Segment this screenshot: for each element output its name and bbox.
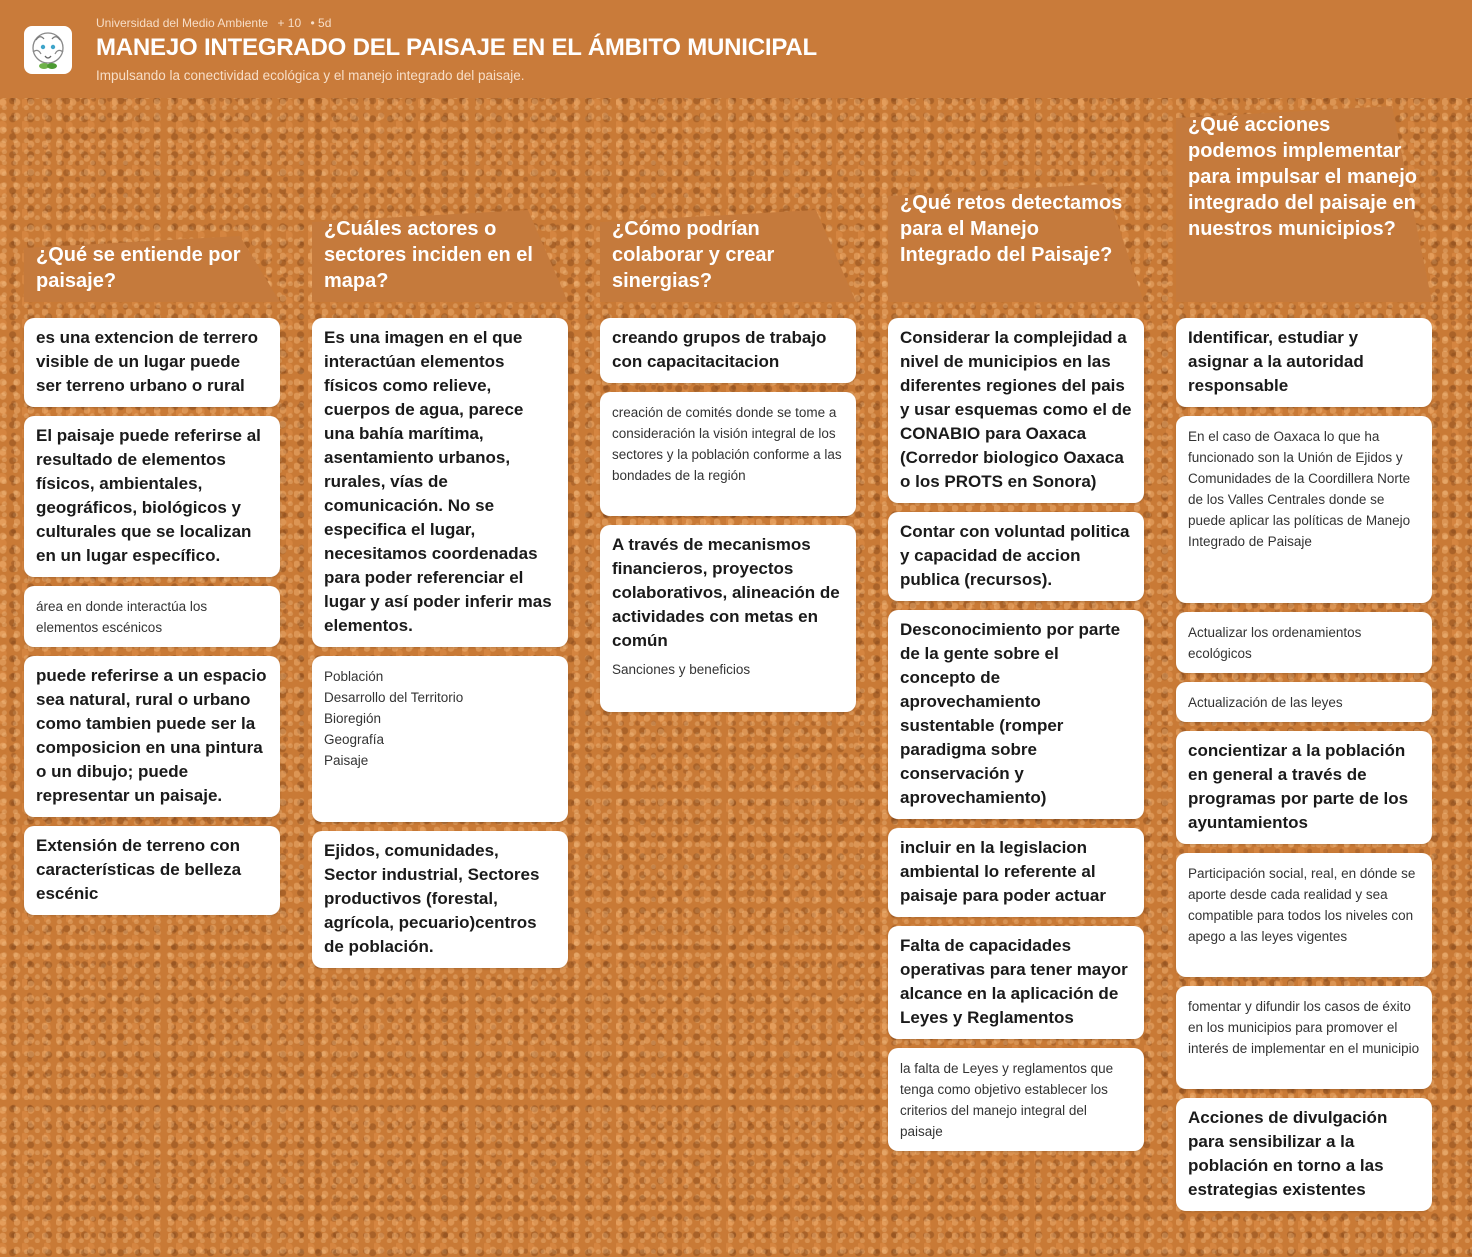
post-card[interactable] — [24, 416, 280, 577]
column-heading-text: ¿Qué retos detectamos para el Manejo Integrado del Paisaje? — [900, 192, 1123, 266]
post-card[interactable] — [1176, 986, 1432, 1089]
post-text: la falta de Leyes y reglamentos que tenga como objetivo establecer los criterios del manejo integral del paisaje — [900, 1061, 1114, 1139]
post-card[interactable] — [1176, 318, 1432, 407]
post-text: Es una imagen en el que interactúan elementos físicos como relieve, cuerpos de agua, parece una bahía marítima, asentamiento urbanos, rurales, vías de comunicación. No se especifica el lugar, necesitamos coordenadas para poder referenciar el lugar y así poder inferir mas elementos. — [324, 328, 552, 635]
column-heading[interactable] — [24, 236, 280, 302]
post-text: creando grupos de trabajo con capacitacitacion — [612, 328, 827, 371]
column-heading[interactable] — [600, 210, 856, 302]
post-extra-text: Sanciones y beneficios — [612, 662, 751, 677]
post-text: creación de comités donde se tome a consideración la visión integral de los sectores y la población conforme a las bondades de la región — [612, 405, 842, 483]
post-card[interactable] — [1176, 416, 1432, 603]
post-text: área en donde interactúa los elementos escénicos — [36, 599, 208, 635]
post-line: Desarrollo del Territorio — [324, 690, 464, 705]
column-heading-text: ¿Cómo podrían colaborar y crear sinergias? — [612, 218, 775, 292]
post-card[interactable] — [312, 831, 568, 968]
column-heading[interactable] — [1176, 106, 1432, 302]
post-text: concientizar a la población en general a través de programas por parte de los ayuntamientos — [1188, 741, 1409, 832]
column-acciones — [1176, 0, 1432, 1257]
column-heading-text: ¿Qué se entiende por paisaje? — [36, 244, 241, 292]
column-retos — [888, 0, 1144, 1257]
post-card[interactable] — [600, 318, 856, 383]
post-card[interactable] — [1176, 1098, 1432, 1211]
post-text: El paisaje puede referirse al resultado de elementos físicos, ambientales, geográficos, biológicos y culturales que se localizan en un lugar específico. — [36, 426, 261, 565]
post-line: Geografía — [324, 732, 385, 747]
column-sinergias — [600, 0, 856, 1257]
post-card[interactable] — [1176, 682, 1432, 722]
post-line: Población — [324, 669, 384, 684]
board-age: • 5d — [310, 16, 332, 30]
post-text: A través de mecanismos financieros, proyectos colaborativos, alineación de actividades con metas en común — [612, 535, 840, 650]
post-text: puede referirse a un espacio sea natural, rural o urbano como tambien puede ser la composicion en una pintura o un dibujo; puede representar un paisaje. — [36, 666, 267, 805]
post-line: Bioregión — [324, 711, 382, 726]
post-text: Ejidos, comunidades, Sector industrial, Sectores productivos (forestal, agrícola, pecuario)centros de población. — [324, 841, 540, 956]
post-card[interactable] — [1176, 612, 1432, 673]
post-card[interactable] — [24, 826, 280, 915]
post-text: es una extencion de terrero visible de un lugar puede ser terreno urbano o rural — [36, 328, 259, 395]
post-card[interactable] — [1176, 731, 1432, 844]
post-card[interactable] — [888, 1048, 1144, 1151]
post-card[interactable] — [312, 656, 568, 822]
post-text: Contar con voluntad politica y capacidad de accion publica (recursos). — [900, 522, 1130, 589]
post-card[interactable] — [600, 525, 856, 712]
post-text: incluir en la legislacion ambiental lo referente al paisaje para poder actuar — [900, 838, 1106, 905]
post-text: Actualización de las leyes — [1188, 695, 1343, 710]
post-text: Extensión de terreno con características de belleza escénic — [36, 836, 242, 903]
post-text: Acciones de divulgación para sensibilizar a la población en torno a las estrategias existentes — [1188, 1108, 1388, 1199]
post-card[interactable] — [888, 512, 1144, 601]
post-line: Paisaje — [324, 753, 369, 768]
post-card[interactable] — [24, 318, 280, 407]
post-card[interactable] — [24, 586, 280, 647]
column-heading-text: ¿Qué acciones podemos implementar para impulsar el manejo integrado del paisaje en nuestros municipios? — [1188, 114, 1417, 240]
post-card[interactable] — [1176, 853, 1432, 977]
post-card[interactable] — [888, 828, 1144, 917]
post-text: Actualizar los ordenamientos ecológicos — [1188, 625, 1362, 661]
post-text: Participación social, real, en dónde se aporte desde cada realidad y sea compatible para todos los niveles con apego a las leyes vigentes — [1188, 866, 1416, 944]
column-heading-text: ¿Cuáles actores o sectores inciden en el mapa? — [324, 218, 533, 292]
post-card[interactable] — [600, 392, 856, 516]
post-card[interactable] — [888, 318, 1144, 503]
column-actores — [312, 0, 568, 1257]
author-name[interactable]: Universidad del Medio Ambiente — [96, 16, 269, 30]
post-card[interactable] — [888, 610, 1144, 819]
board-title: MANEJO INTEGRADO DEL PAISAJE EN EL ÁMBITO MUNICIPAL — [96, 34, 817, 61]
post-text: Identificar, estudiar y asignar a la autoridad responsable — [1188, 328, 1364, 395]
contributors-count[interactable]: + 10 — [277, 16, 302, 30]
post-text: Considerar la complejidad a nivel de municipios en las diferentes regiones del pais y usar esquemas como el de CONABIO para Oaxaca (Corredor biologico Oaxaca o los PROTS en Sonora) — [900, 328, 1132, 491]
post-text: fomentar y difundir los casos de éxito en los municipios para promover el interés de implementar en el municipio — [1188, 999, 1420, 1056]
column-heading[interactable] — [888, 184, 1144, 302]
post-card[interactable] — [312, 318, 568, 647]
board-subtitle: Impulsando la conectividad ecológica y el manejo integrado del paisaje. — [96, 68, 525, 83]
column-heading[interactable] — [312, 210, 568, 302]
post-card[interactable] — [24, 656, 280, 817]
post-card[interactable] — [888, 926, 1144, 1039]
post-text: Desconocimiento por parte de la gente sobre el concepto de aprovechamiento sustentable (romper paradigma sobre conservación y aprovechamiento) — [900, 620, 1121, 807]
column-paisaje — [24, 0, 280, 1257]
post-text: En el caso de Oaxaca lo que ha funcionado son la Unión de Ejidos y Comunidades de la Coordillera Norte de los Valles Centrales donde se puede aplicar las políticas de Manejo Integrado de Paisaje — [1188, 429, 1411, 549]
post-text: Falta de capacidades operativas para tener mayor alcance en la aplicación de Leyes y Reglamentos — [900, 936, 1128, 1027]
